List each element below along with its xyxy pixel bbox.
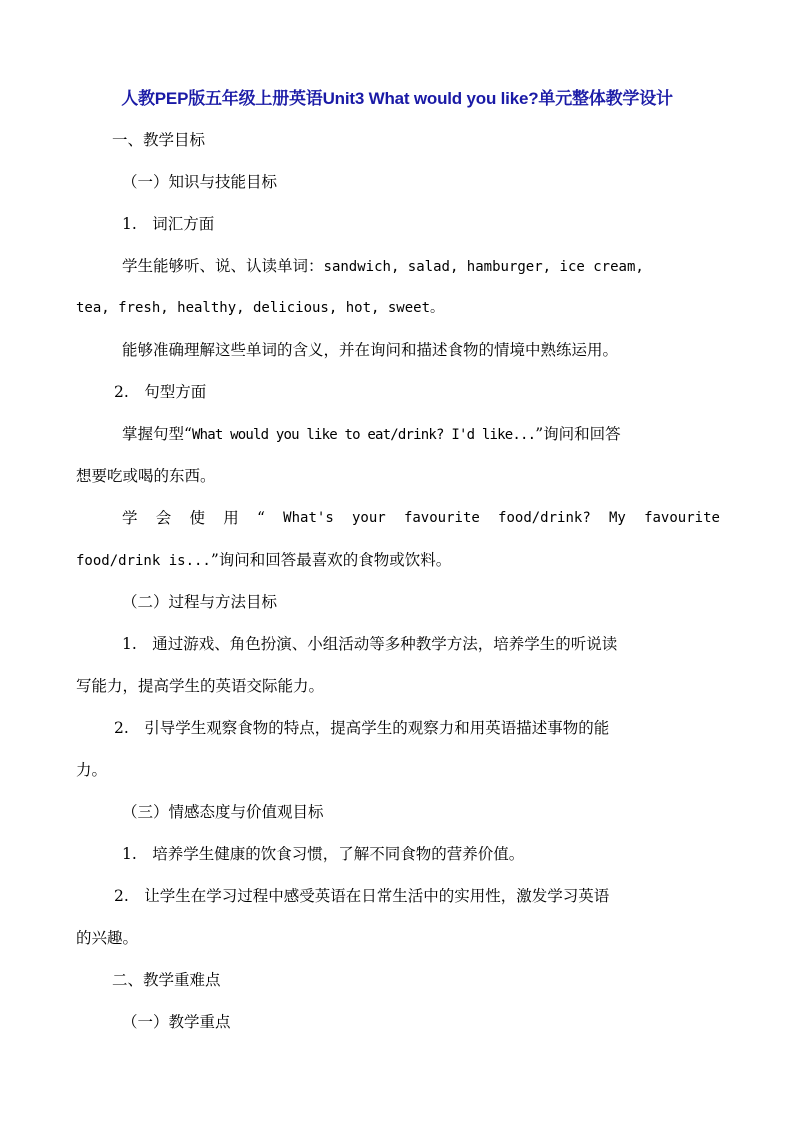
- word: 学: [122, 509, 138, 527]
- process-item-2-line-1: 2. 引导学生观察食物的特点，提高学生的观察力和用英语描述事物的能: [114, 719, 610, 737]
- sentence-heading: 2. 句型方面: [114, 383, 207, 401]
- word: What's: [283, 510, 334, 526]
- emotion-item-2-line-1: 2. 让学生在学习过程中感受英语在日常生活中的实用性，激发学习英语: [114, 887, 610, 905]
- vocab-word-list: sandwich, salad, hamburger, ice cream,: [323, 259, 644, 275]
- word: your: [351, 510, 386, 526]
- vocab-heading: 1. 词汇方面: [122, 215, 215, 233]
- vocab-paragraph-1-line-2: tea, fresh, healthy, delicious, hot, sweet。: [76, 300, 445, 316]
- process-item-2-line-2: 力。: [76, 761, 108, 779]
- subsection-heading-emotion: （三）情感态度与价值观目标: [122, 803, 324, 821]
- word: favourite: [403, 510, 480, 526]
- sentence-paragraph-2-line-1: [122, 506, 720, 530]
- sentence-paragraph-1-line-1: [122, 422, 621, 447]
- word: “: [257, 509, 265, 527]
- sentence-paragraph-2-line-2: [76, 548, 451, 573]
- document-title: 人教PEP版五年级上册英语Unit3 What would you like?单元整体教学设计: [121, 89, 673, 108]
- subsection-heading-process: （二）过程与方法目标: [122, 593, 278, 611]
- process-item-1-line-2: 写能力，提高学生的英语交际能力。: [76, 677, 325, 695]
- sentence-pattern-2: food/drink is...: [76, 553, 211, 569]
- word: 用: [223, 509, 239, 527]
- word: favourite: [644, 510, 720, 526]
- sentence-paragraph-2-tail: ”询问和回答最喜欢的食物或饮料。: [210, 551, 452, 569]
- sentence-paragraph-1-intro: 掌握句型“: [122, 425, 192, 443]
- word: 使: [189, 509, 206, 527]
- emotion-item-1: 1. 培养学生健康的饮食习惯，了解不同食物的营养价值。: [122, 845, 525, 863]
- vocab-paragraph-1-line-1: [122, 254, 644, 279]
- section-heading-keypoints: 二、教学重难点: [112, 971, 221, 989]
- subsection-heading-knowledge: （一）知识与技能目标: [122, 173, 278, 191]
- sentence-paragraph-1-line-2: 想要吃或喝的东西。: [76, 467, 216, 485]
- word: food/drink?: [498, 510, 591, 526]
- vocab-paragraph-2: 能够准确理解这些单词的含义，并在询问和描述食物的情境中熟练运用。: [122, 341, 619, 359]
- subsection-heading-keypoints: （一）教学重点: [122, 1013, 231, 1031]
- emotion-item-2-line-2: 的兴趣。: [76, 929, 139, 947]
- process-item-1-line-1: 1. 通过游戏、角色扮演、小组活动等多种教学方法，培养学生的听说读: [122, 635, 618, 653]
- word: My: [608, 510, 626, 526]
- word: 会: [155, 509, 172, 527]
- sentence-pattern-1: What would you like to eat/drink? I'd like...: [191, 427, 536, 443]
- vocab-paragraph-1-text: 学生能够听、说、认读单词：: [122, 257, 324, 275]
- section-heading-objectives: 一、教学目标: [112, 131, 206, 149]
- sentence-paragraph-1-tail: ”询问和回答: [535, 425, 621, 443]
